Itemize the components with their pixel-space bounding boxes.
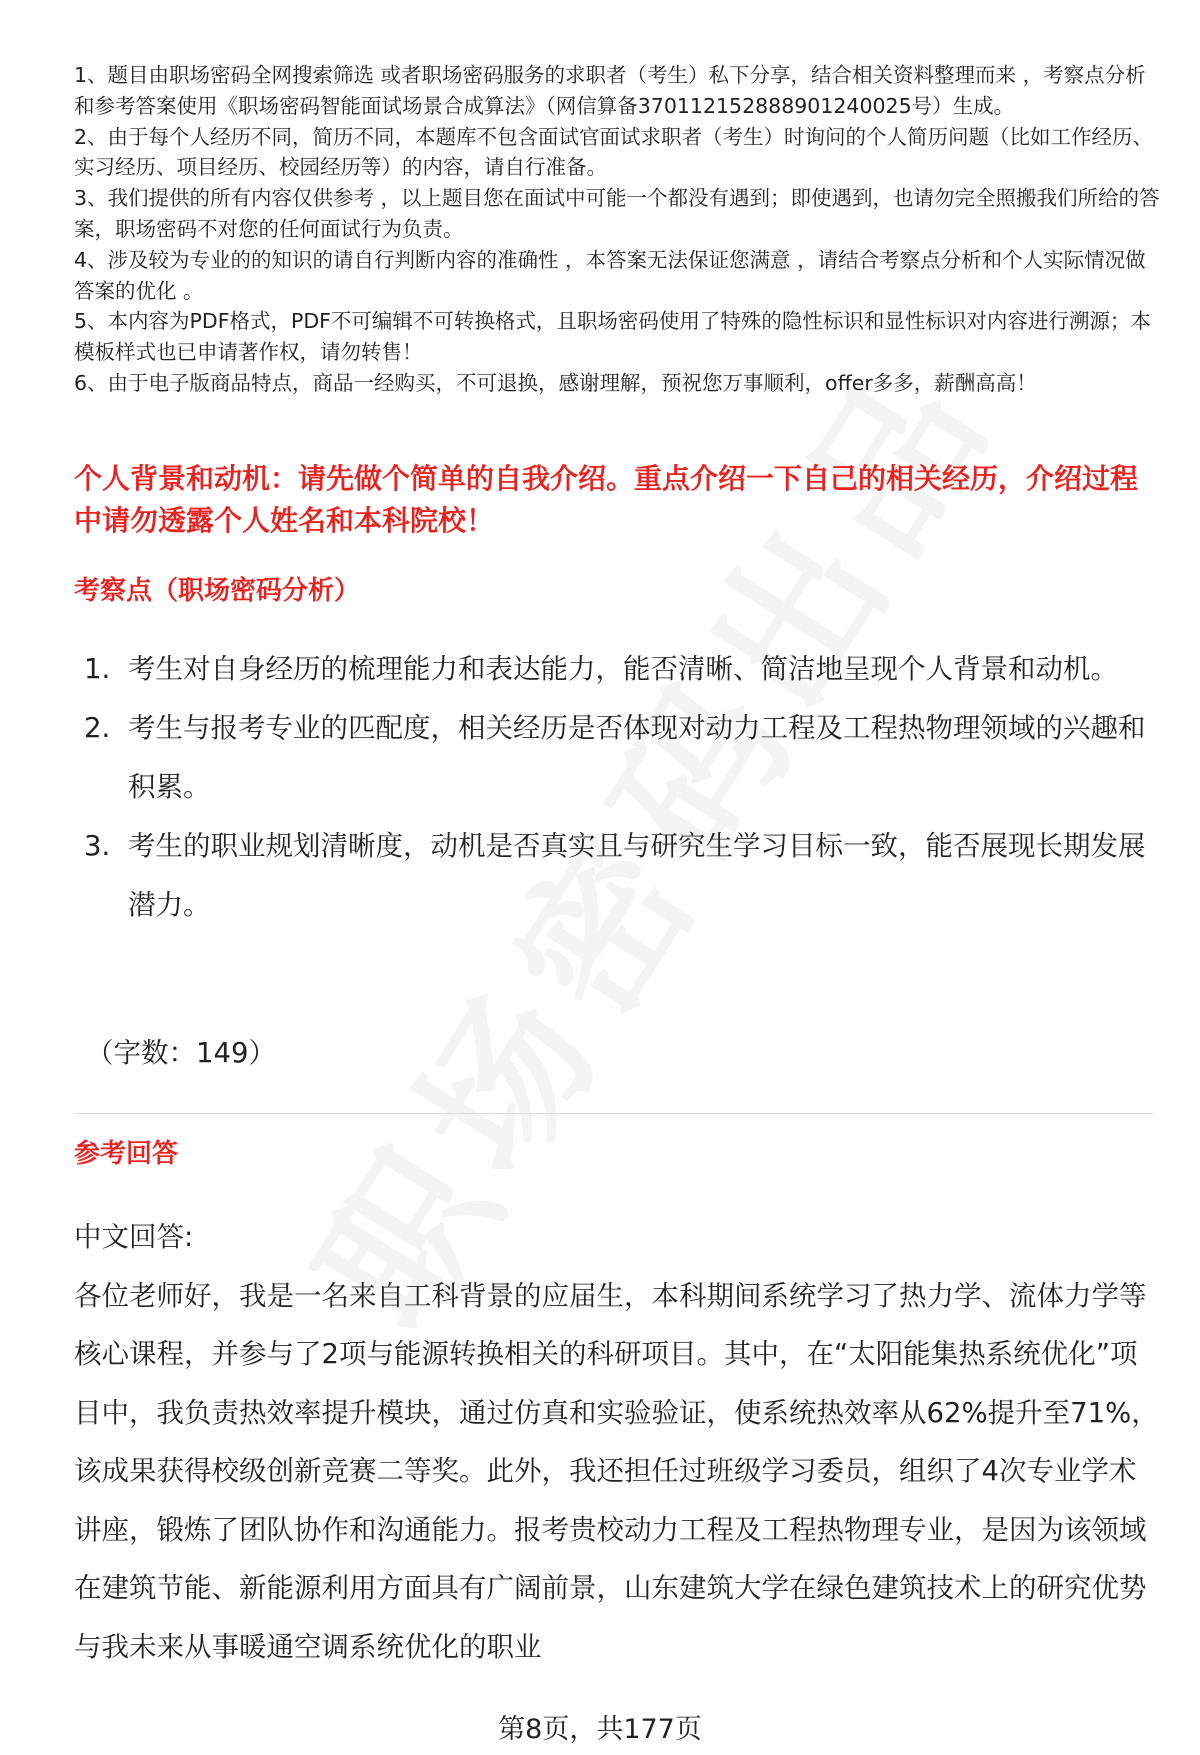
- point-text: 考生对自身经历的梳理能力和表达能力，能否清晰、简洁地呈现个人背景和动机。: [128, 653, 1118, 685]
- point-number: 3.: [84, 830, 111, 862]
- section-divider: [74, 1113, 1154, 1114]
- point-number: 2.: [84, 712, 111, 744]
- disclaimer-item: 1、题目由职场密码全网搜索筛选 或者职场密码服务的求职者（考生）私下分享，结合相关资料整理而来 ，考察点分析和参考答案使用《职场密码智能面试场景合成算法》（网信算备370112152888901240025号）生成。: [74, 63, 1146, 118]
- analysis-point: [84, 817, 1154, 935]
- analysis-point: [84, 640, 1154, 699]
- analysis-points: [84, 640, 1154, 935]
- disclaimer-item: 4、涉及较为专业的的知识的请自行判断内容的准确性 ，本答案无法保证您满意 ，请结合考察点分析和个人实际情况做答案的优化 。: [74, 247, 1146, 303]
- answer-body: 各位老师好，我是一名来自工科背景的应届生，本科期间系统学习了热力学、流体力学等核心课程，并参与了2项与能源转换相关的科研项目。其中，在“太阳能集热系统优化”项目中，我负责热效率提升模块，通过仿真和实验验证，使系统热效率从62%提升至71%，该成果获得校级创新竞赛二等奖。此外，我还担任过班级学习委员，组织了4次专业学术讲座，锻炼了团队协作和沟通能力。报考贵校动力工程及工程热物理专业，是因为该领域在建筑节能、新能源利用方面具有广阔前景，山东建筑大学在绿色建筑技术上的研究优势与我未来从事暖通空调系统优化的职业: [74, 1279, 1159, 1663]
- answer-label: 中文回答:: [74, 1221, 194, 1253]
- answer-heading: 参考回答: [74, 1139, 179, 1169]
- question-title: 个人背景和动机：请先做个简单的自我介绍。重点介绍一下自己的相关经历，介绍过程中请勿透露个人姓名和本科院校！: [74, 462, 1139, 537]
- point-number: 1.: [84, 653, 111, 685]
- analysis-point: [84, 699, 1154, 817]
- word-count: （字数：149）: [86, 1037, 276, 1069]
- disclaimer-item: 3、我们提供的所有内容仅供参考 ，以上题目您在面试中可能一个都没有遇到；即使遇到，也请勿完全照搬我们所给的答案，职场密码不对您的任何面试行为负责。: [74, 186, 1160, 241]
- answer-block: [74, 1208, 1160, 1676]
- disclaimer-item: 5、本内容为PDF格式，PDF不可编辑不可转换格式，且职场密码使用了特殊的隐性标识和显性标识对内容进行溯源；本模板样式也已申请著作权，请勿转售！: [74, 309, 1151, 365]
- point-text: 考生的职业规划清晰度，动机是否真实且与研究生学习目标一致，能否展现长期发展潜力。: [128, 830, 1146, 921]
- analysis-heading: 考察点（职场密码分析）: [74, 576, 361, 606]
- page-footer: 第8页，共177页: [498, 1714, 702, 1745]
- point-text: 考生与报考专业的匹配度，相关经历是否体现对动力工程及工程热物理领域的兴趣和积累。: [128, 712, 1146, 803]
- disclaimer-item: 6、由于电子版商品特点，商品一经购买，不可退换，感谢理解，预祝您万事顺利，offer多多，薪酬高高！: [74, 370, 1037, 395]
- disclaimer-item: 2、由于每个人经历不同，简历不同，本题库不包含面试官面试求职者（考生）时询问的个人简历问题（比如工作经历、实习经历、项目经历、校园经历等）的内容，请自行准备。: [74, 124, 1154, 180]
- disclaimer-block: [74, 60, 1160, 399]
